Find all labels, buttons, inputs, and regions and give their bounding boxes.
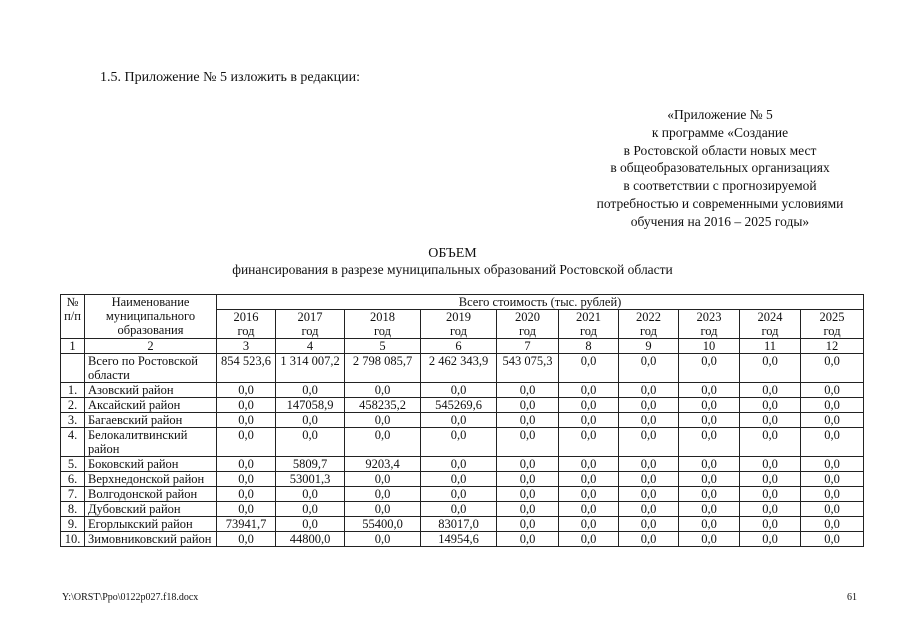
- row-value: 0,0: [217, 428, 276, 457]
- row-value: 2 798 085,7: [345, 354, 421, 383]
- row-value: 0,0: [619, 413, 679, 428]
- row-value: 0,0: [276, 502, 345, 517]
- document-title: ОБЪЕМ: [428, 246, 477, 261]
- row-value: 0,0: [497, 413, 559, 428]
- table-row: [61, 354, 864, 383]
- row-value: 0,0: [559, 502, 619, 517]
- row-value: 854 523,6: [217, 354, 276, 383]
- row-value: 0,0: [276, 383, 345, 398]
- row-name: Багаевский район: [85, 413, 217, 428]
- column-number: 6: [421, 339, 497, 354]
- row-value: 0,0: [421, 413, 497, 428]
- row-value: 0,0: [619, 383, 679, 398]
- column-number: 2: [85, 339, 217, 354]
- row-value: 0,0: [559, 457, 619, 472]
- intro-text: 1.5. Приложение № 5 изложить в редакции:: [100, 70, 360, 85]
- row-value: 0,0: [619, 517, 679, 532]
- annex-line: «Приложение № 5: [667, 107, 773, 122]
- column-number: 1: [61, 339, 85, 354]
- row-value: 0,0: [619, 428, 679, 457]
- row-value: 0,0: [679, 457, 740, 472]
- row-name: Волгодонской район: [85, 487, 217, 502]
- row-value: 0,0: [679, 472, 740, 487]
- row-value: 0,0: [559, 472, 619, 487]
- row-number: 3.: [61, 413, 85, 428]
- row-value: 458235,2: [345, 398, 421, 413]
- row-value: 0,0: [559, 517, 619, 532]
- row-value: 2 462 343,9: [421, 354, 497, 383]
- column-number: 10: [679, 339, 740, 354]
- annex-line: в общеобразовательных организациях: [610, 160, 830, 176]
- header-year-suffix: год: [449, 324, 468, 338]
- row-name: Азовский район: [85, 383, 217, 398]
- header-year-value: 2019: [446, 310, 471, 324]
- row-value: 0,0: [801, 502, 864, 517]
- header-year-suffix: год: [373, 324, 392, 338]
- row-value: 0,0: [801, 517, 864, 532]
- row-value: 0,0: [421, 502, 497, 517]
- header-year-suffix: год: [700, 324, 718, 338]
- row-value: 0,0: [345, 502, 421, 517]
- header-year-suffix: год: [301, 324, 319, 338]
- row-value: 0,0: [679, 354, 740, 383]
- row-number: 6.: [61, 472, 85, 487]
- row-value: 0,0: [559, 532, 619, 547]
- row-value: 0,0: [679, 413, 740, 428]
- header-year: [345, 310, 421, 339]
- row-name: Егорлыкский район: [85, 517, 217, 532]
- row-value: 0,0: [421, 457, 497, 472]
- table-row: [61, 383, 864, 398]
- row-value: 83017,0: [421, 517, 497, 532]
- header-year-value: 2018: [370, 310, 395, 324]
- row-number: 7.: [61, 487, 85, 502]
- row-value: 0,0: [217, 472, 276, 487]
- table-header-row: [61, 295, 864, 310]
- row-value: 0,0: [801, 472, 864, 487]
- row-value: 0,0: [421, 472, 497, 487]
- header-year: [497, 310, 559, 339]
- row-value: 0,0: [217, 413, 276, 428]
- annex-line: к программе «Создание: [651, 124, 789, 140]
- row-value: 73941,7: [217, 517, 276, 532]
- header-year-value: 2023: [696, 310, 722, 324]
- row-number: 2.: [61, 398, 85, 413]
- header-year: [740, 310, 801, 339]
- row-value: 0,0: [801, 487, 864, 502]
- table-row: [61, 457, 864, 472]
- table-row: [61, 532, 864, 547]
- table-row: [61, 428, 864, 457]
- row-name: Всего по Ростовской области: [85, 354, 217, 383]
- row-value: 0,0: [345, 428, 421, 457]
- row-value: 1 314 007,2: [276, 354, 345, 383]
- row-value: 0,0: [740, 532, 801, 547]
- row-value: 0,0: [679, 532, 740, 547]
- row-value: 0,0: [421, 383, 497, 398]
- row-value: 0,0: [619, 398, 679, 413]
- header-year-suffix: год: [518, 324, 537, 338]
- header-year: [276, 310, 345, 339]
- row-value: 0,0: [276, 517, 345, 532]
- column-number: 4: [276, 339, 345, 354]
- row-value: 0,0: [801, 457, 864, 472]
- row-value: 0,0: [497, 428, 559, 457]
- row-value: 0,0: [619, 502, 679, 517]
- row-value: 44800,0: [276, 532, 345, 547]
- column-number: 11: [740, 339, 801, 354]
- header-year-value: 2024: [757, 310, 783, 324]
- annex-line: в Ростовской области новых мест: [623, 142, 817, 158]
- row-value: 0,0: [619, 457, 679, 472]
- header-year: [559, 310, 619, 339]
- table-row: [61, 502, 864, 517]
- row-number: 5.: [61, 457, 85, 472]
- row-value: 0,0: [345, 413, 421, 428]
- row-value: 0,0: [740, 383, 801, 398]
- row-value: 0,0: [619, 532, 679, 547]
- row-value: 0,0: [217, 532, 276, 547]
- row-value: 147058,9: [276, 398, 345, 413]
- row-number: 9.: [61, 517, 85, 532]
- row-value: 0,0: [740, 502, 801, 517]
- header-total: Всего стоимость (тыс. рублей): [217, 295, 864, 310]
- row-value: 0,0: [559, 383, 619, 398]
- annex-line: потребностью и современными условиями: [596, 195, 844, 211]
- header-num: № п/п: [61, 295, 85, 339]
- header-year-value: 2017: [297, 310, 323, 324]
- table-row: [61, 413, 864, 428]
- column-number: 8: [559, 339, 619, 354]
- header-year-value: 2025: [819, 310, 845, 324]
- header-year-value: 2022: [636, 310, 661, 324]
- row-value: 0,0: [276, 413, 345, 428]
- row-value: 0,0: [679, 428, 740, 457]
- row-value: 0,0: [559, 428, 619, 457]
- row-value: 0,0: [801, 383, 864, 398]
- header-year-value: 2021: [576, 310, 601, 324]
- row-value: 0,0: [217, 457, 276, 472]
- row-name: Верхнедонской район: [85, 472, 217, 487]
- row-value: 0,0: [740, 413, 801, 428]
- row-value: 0,0: [497, 487, 559, 502]
- header-year: [679, 310, 740, 339]
- row-value: 0,0: [345, 383, 421, 398]
- row-number: 4.: [61, 428, 85, 457]
- header-year-value: 2016: [233, 310, 259, 324]
- row-value: 0,0: [497, 457, 559, 472]
- column-number: 3: [217, 339, 276, 354]
- row-value: 9203,4: [345, 457, 421, 472]
- footer-file-path: Y:\ORST\Ppo\0122p027.f18.docx: [62, 592, 199, 603]
- row-name: Белокалитвинский район: [85, 428, 217, 457]
- row-value: 0,0: [497, 502, 559, 517]
- row-value: 0,0: [217, 487, 276, 502]
- column-number: 5: [345, 339, 421, 354]
- row-value: 0,0: [679, 398, 740, 413]
- row-value: 543 075,3: [497, 354, 559, 383]
- row-value: 0,0: [559, 398, 619, 413]
- row-value: 0,0: [679, 487, 740, 502]
- annex-header: [560, 106, 880, 231]
- row-value: 0,0: [276, 487, 345, 502]
- row-value: 0,0: [559, 487, 619, 502]
- row-value: 0,0: [345, 532, 421, 547]
- row-value: 0,0: [679, 517, 740, 532]
- row-name: Зимовниковский район: [85, 532, 217, 547]
- row-value: 0,0: [497, 472, 559, 487]
- row-value: 0,0: [801, 413, 864, 428]
- row-value: 0,0: [679, 502, 740, 517]
- row-value: 0,0: [421, 487, 497, 502]
- row-value: 0,0: [740, 398, 801, 413]
- row-value: 0,0: [740, 517, 801, 532]
- row-value: 55400,0: [345, 517, 421, 532]
- header-year: [801, 310, 864, 339]
- row-value: 0,0: [276, 428, 345, 457]
- row-name: Аксайский район: [85, 398, 217, 413]
- row-value: 0,0: [801, 354, 864, 383]
- row-value: 0,0: [345, 472, 421, 487]
- row-value: 53001,3: [276, 472, 345, 487]
- row-value: 0,0: [740, 428, 801, 457]
- row-number: 10.: [61, 532, 85, 547]
- row-value: 0,0: [497, 532, 559, 547]
- table-body: [61, 295, 864, 547]
- column-number: 9: [619, 339, 679, 354]
- table-colnum-row: [61, 339, 864, 354]
- table-row: [61, 487, 864, 502]
- column-number: 7: [497, 339, 559, 354]
- header-year: [217, 310, 276, 339]
- row-value: 0,0: [497, 398, 559, 413]
- row-value: 0,0: [217, 502, 276, 517]
- row-name: Дубовский район: [85, 502, 217, 517]
- header-year-value: 2020: [515, 310, 540, 324]
- row-value: 5809,7: [276, 457, 345, 472]
- header-year: [619, 310, 679, 339]
- header-year-suffix: год: [639, 324, 658, 338]
- row-value: 0,0: [497, 517, 559, 532]
- annex-line: в соответствии с прогнозируемой: [623, 178, 817, 194]
- row-value: 0,0: [801, 428, 864, 457]
- row-value: 0,0: [740, 457, 801, 472]
- table-row: [61, 472, 864, 487]
- header-year-suffix: год: [579, 324, 598, 338]
- row-value: 0,0: [740, 472, 801, 487]
- row-value: 0,0: [559, 354, 619, 383]
- header-year-suffix: год: [761, 324, 779, 338]
- row-value: 0,0: [217, 398, 276, 413]
- row-value: 0,0: [345, 487, 421, 502]
- row-number: 8.: [61, 502, 85, 517]
- table-row: [61, 517, 864, 532]
- row-value: 14954,6: [421, 532, 497, 547]
- header-name: Наименование муниципального образования: [85, 295, 217, 339]
- footer-page-number: 61: [847, 592, 857, 603]
- row-value: 545269,6: [421, 398, 497, 413]
- header-year-suffix: год: [823, 324, 841, 338]
- row-value: 0,0: [801, 532, 864, 547]
- row-value: 0,0: [619, 472, 679, 487]
- row-value: 0,0: [679, 383, 740, 398]
- row-value: 0,0: [740, 354, 801, 383]
- table-row: [61, 398, 864, 413]
- annex-line: обучения на 2016 – 2025 годы»: [630, 213, 810, 229]
- row-number: [61, 354, 85, 383]
- financing-table: [60, 294, 864, 547]
- document-subtitle: финансирования в разрезе муниципальных образований Ростовской области: [232, 262, 673, 277]
- row-value: 0,0: [559, 413, 619, 428]
- row-name: Боковский район: [85, 457, 217, 472]
- row-value: 0,0: [421, 428, 497, 457]
- row-value: 0,0: [619, 354, 679, 383]
- row-value: 0,0: [801, 398, 864, 413]
- row-value: 0,0: [619, 487, 679, 502]
- row-number: 1.: [61, 383, 85, 398]
- header-year-suffix: год: [237, 324, 255, 338]
- column-number: 12: [801, 339, 864, 354]
- row-value: 0,0: [740, 487, 801, 502]
- row-value: 0,0: [497, 383, 559, 398]
- row-value: 0,0: [217, 383, 276, 398]
- header-year: [421, 310, 497, 339]
